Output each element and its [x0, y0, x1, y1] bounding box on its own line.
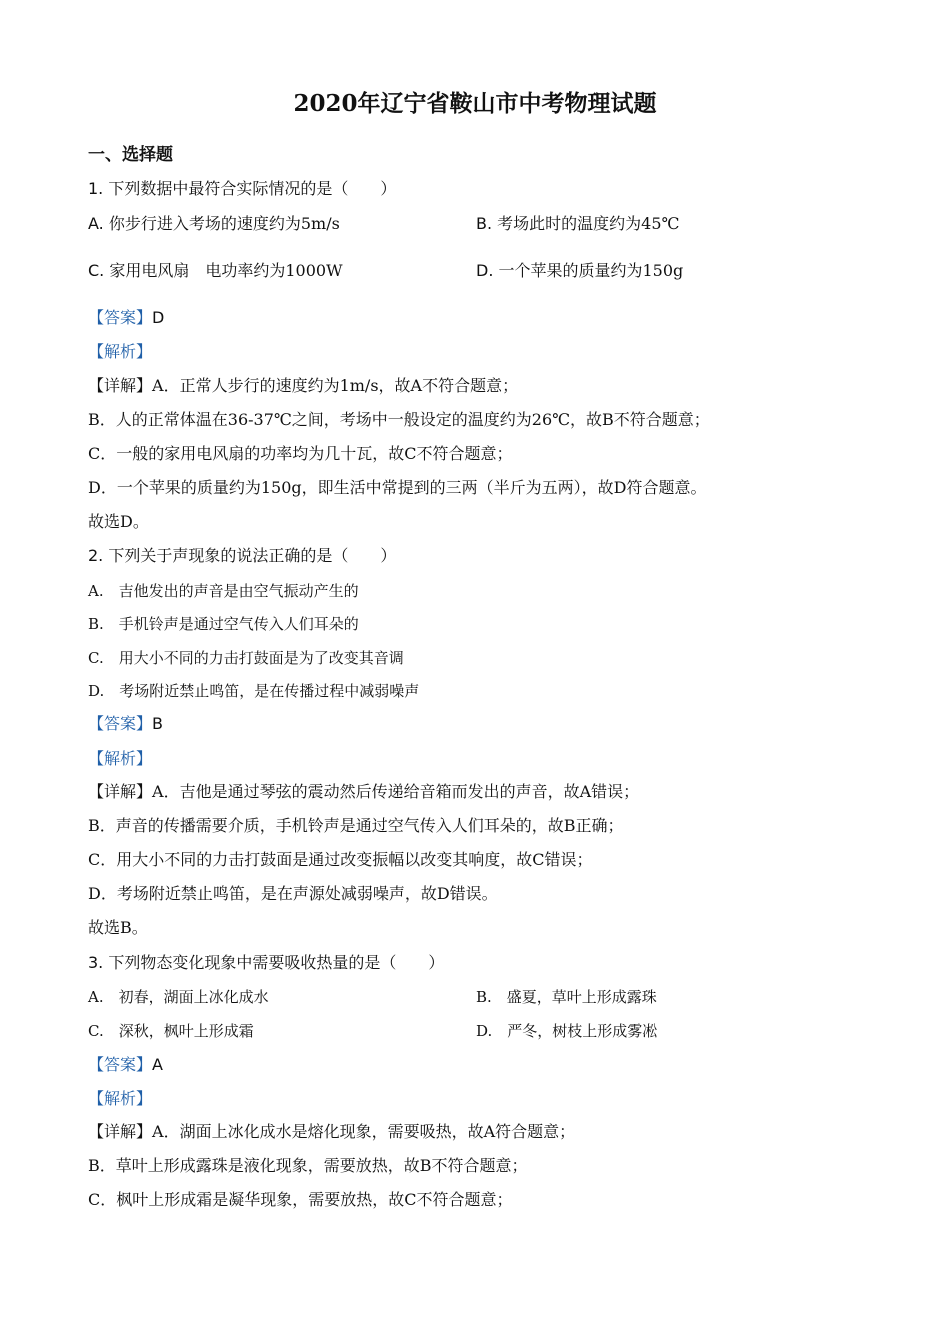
option-letter: D.	[476, 261, 494, 280]
section-heading: 一、选择题	[88, 145, 173, 165]
q2-option-c: C. 用大小不同的力击打鼓面是为了改变其音调	[88, 649, 404, 667]
detail-text: A．湖面上冰化成水是熔化现象，需要吸热，故A符合题意；	[152, 1122, 576, 1141]
question-2	[88, 546, 396, 566]
q1-option-b	[476, 214, 679, 234]
q3-option-a: A. 初春，湖面上冰化成水	[88, 988, 269, 1006]
option-text: 你步行进入考场的速度约为5m/s	[108, 214, 340, 233]
q1-detail-line: D．一个苹果的质量约为150g，即生活中常提到的三两（半斤为五两），故D符合题意。	[88, 478, 707, 497]
detail-text: A．吉他是通过琴弦的震动然后传递给音箱而发出的声音，故A错误；	[152, 782, 640, 801]
q1-conclusion: 故选D。	[88, 512, 149, 531]
question-stem: 下列物态变化现象中需要吸收热量的是	[108, 953, 381, 972]
q1-option-c	[88, 261, 343, 281]
q2-detail-line: D．考场附近禁止鸣笛，是在声源处减弱噪声，故D错误。	[88, 884, 498, 903]
question-stem: 下列数据中最符合实际情况的是	[108, 179, 333, 198]
question-stem: 下列关于声现象的说法正确的是	[108, 546, 333, 565]
answer-value: B	[152, 714, 163, 733]
q1-answer	[88, 308, 164, 328]
q1-option-a	[88, 214, 340, 234]
question-number: 1.	[88, 179, 104, 198]
q3-option-c: C. 深秋，枫叶上形成霜	[88, 1022, 254, 1040]
question-number: 2.	[88, 546, 104, 565]
answer-bracket: （ ）	[380, 953, 445, 972]
q2-answer	[88, 714, 163, 734]
q1-option-d	[476, 261, 683, 281]
question-1	[88, 179, 396, 199]
detail-tag: 【详解】	[88, 376, 153, 395]
answer-tag: 【答案】	[88, 308, 153, 327]
q2-conclusion: 故选B。	[88, 918, 148, 937]
answer-bracket: （ ）	[332, 179, 397, 198]
q2-analysis-tag: 【解析】	[88, 749, 153, 768]
option-text: 一个苹果的质量约为150g	[498, 261, 684, 280]
option-text: 考场此时的温度约为45℃	[497, 214, 680, 233]
page-title: 2020年辽宁省鞍山市中考物理试题	[293, 90, 657, 117]
q2-detail-line	[88, 782, 639, 802]
q3-option-d: D. 严冬，树枝上形成雾凇	[476, 1022, 658, 1040]
q3-answer	[88, 1055, 163, 1075]
q3-detail-line: C．枫叶上形成霜是凝华现象，需要放热，故C不符合题意；	[88, 1190, 513, 1209]
q3-detail-line: B．草叶上形成露珠是液化现象，需要放热，故B不符合题意；	[88, 1156, 528, 1175]
answer-value: D	[152, 308, 165, 327]
question-3	[88, 953, 444, 973]
answer-tag: 【答案】	[88, 1055, 153, 1074]
q2-option-a: A. 吉他发出的声音是由空气振动产生的	[88, 582, 359, 600]
q1-detail-line: C．一般的家用电风扇的功率均为几十瓦，故C不符合题意；	[88, 444, 513, 463]
option-letter: B.	[476, 214, 493, 233]
option-text: 家用电风扇 电功率约为1000W	[109, 261, 343, 280]
option-letter: C.	[88, 261, 105, 280]
q3-analysis-tag: 【解析】	[88, 1089, 153, 1108]
q2-option-b: B. 手机铃声是通过空气传入人们耳朵的	[88, 615, 359, 633]
q3-option-b: B. 盛夏，草叶上形成露珠	[476, 988, 657, 1006]
detail-tag: 【详解】	[88, 782, 153, 801]
q1-analysis-tag: 【解析】	[88, 342, 153, 361]
q3-detail-line	[88, 1122, 575, 1142]
q1-detail-line	[88, 376, 518, 396]
q2-option-d: D. 考场附近禁止鸣笛，是在传播过程中减弱噪声	[88, 682, 420, 700]
answer-tag: 【答案】	[88, 714, 153, 733]
detail-text: A．正常人步行的速度约为1m/s，故A不符合题意；	[152, 376, 519, 395]
q1-detail-line: B．人的正常体温在36-37℃之间，考场中一般设定的温度约为26℃，故B不符合题意；	[88, 410, 710, 429]
answer-bracket: （ ）	[332, 546, 397, 565]
option-letter: A.	[88, 214, 104, 233]
answer-value: A	[152, 1055, 163, 1074]
question-number: 3.	[88, 953, 104, 972]
q2-detail-line: B．声音的传播需要介质，手机铃声是通过空气传入人们耳朵的，故B正确；	[88, 816, 624, 835]
q2-detail-line: C．用大小不同的力击打鼓面是通过改变振幅以改变其响度，故C错误；	[88, 850, 593, 869]
detail-tag: 【详解】	[88, 1122, 153, 1141]
